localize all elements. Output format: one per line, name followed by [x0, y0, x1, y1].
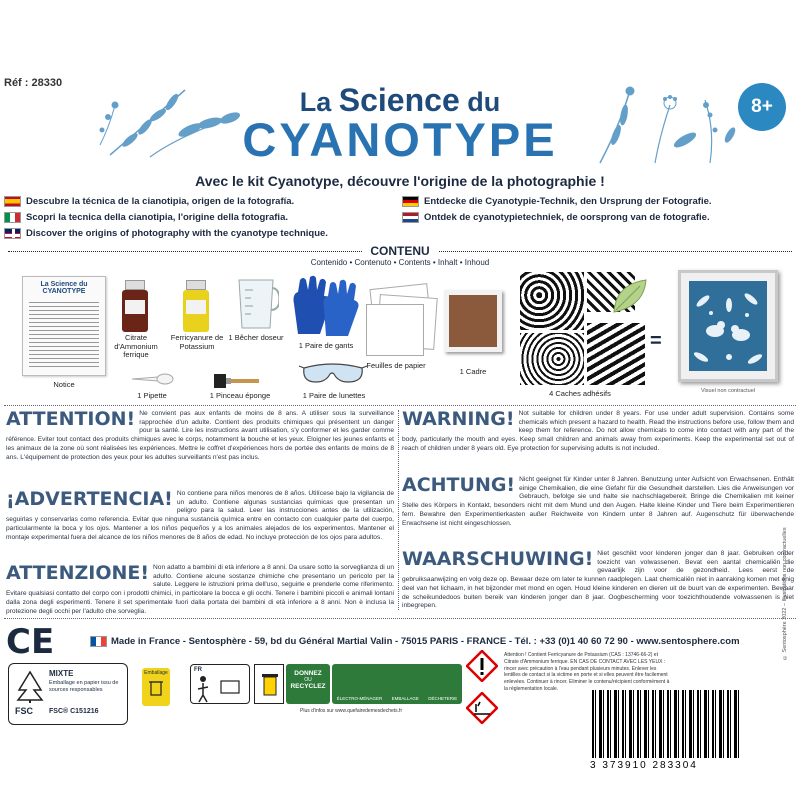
lang-de: [402, 196, 712, 207]
emballage-recycling-logo: [142, 668, 170, 706]
emballage-label: Emballage: [144, 670, 168, 676]
triman-people-icon: [195, 675, 247, 703]
triman-cat-decheterie: DÉCHETERIE: [428, 696, 458, 701]
warning-de-text: Nicht geeignet für Kinder unter 8 Jahren. Benutzung unter Aufsicht von Erwachsenen. Enthält einige Chemikalien, die eine Gefahr für die Gesundheit darstellen. Lies die Anweisungen vor Gebrauch, befolge sie und halte sie nachschlagebereit. Bringe die Chemikalien mit keiner Stelle des Körpers in Kontakt, besonders nicht mit dem Mund und den Augen. Halte kleine Kinder und Tiere beim Experimentieren fern. Bewahre den Experimentierkasten außer Reichweite von Kindern unter 8 Jahren auf. Augenschutz für überwachende Erwachsene ist nicht eingeschlossen.: [402, 476, 794, 527]
frame-label: 1 Cadre: [459, 367, 487, 376]
triman-country: FR: [194, 667, 202, 673]
ou-label: OU: [304, 677, 312, 683]
ferricyanure-bottle: [183, 280, 209, 332]
fsc-code: FSC® C151216: [49, 708, 99, 715]
made-in-france: [90, 636, 740, 647]
france-flag-icon: [90, 636, 107, 647]
title-main: CYANOTYPE: [242, 113, 558, 166]
citrate-bottle: [122, 280, 148, 332]
stencil-4: [587, 323, 645, 385]
gloves-label: 1 Paire de gants: [298, 341, 354, 350]
spain-flag-icon: [4, 196, 21, 207]
recycle-bin-icon: [142, 676, 170, 700]
pipette-label: 1 Pipette: [137, 391, 167, 400]
notice-text-lines: [29, 299, 99, 369]
subtitle: Avec le kit Cyanotype, découvre l'origine de la photographie !: [195, 173, 605, 189]
stencil-3: [520, 333, 584, 385]
triman-url: Plus d'infos sur www.quefairedemesdechets.fr: [300, 708, 403, 714]
recyclez-label: RECYCLEZ: [290, 683, 326, 690]
warnings-column-divider: [398, 410, 399, 610]
barcode-number: 3 373910 283304: [590, 760, 698, 771]
paper-sheet-3: [366, 304, 424, 356]
equals-sign: =: [650, 330, 662, 352]
italy-flag-icon: [4, 212, 21, 223]
leaf-icon: [610, 276, 650, 316]
triman-categories: [332, 664, 462, 704]
warning-fr: [6, 410, 394, 462]
donnez-label: DONNEZ: [294, 670, 322, 677]
fsc-logo: [8, 663, 128, 725]
warning-en: [402, 410, 794, 454]
warning-it: [6, 564, 394, 616]
made-in-text: Made in France - Sentosphère - 59, bd du Général Martial Valin - 75015 PARIS - FRANCE - Tél. : +33 (0)1 40 60 72 90 - www.sentosphere.com: [111, 636, 740, 648]
visual-disclaimer: Visuel non contractuel: [700, 388, 756, 394]
triman-logo: [190, 664, 250, 704]
brush-label: 1 Pinceau éponge: [209, 391, 271, 400]
warning-it-head: ATTENZIONE!: [6, 562, 150, 584]
citrate-label: Citrate d'Ammonium ferrique: [114, 333, 158, 360]
netherlands-flag-icon: [402, 212, 419, 223]
fsc-desc: Emballage en papier issu de sources responsables: [49, 680, 119, 693]
lang-nl: [402, 212, 710, 223]
warnings-bottom-divider: [4, 618, 796, 619]
ferricyanure-label: Ferricyanure de Potassium: [170, 333, 224, 351]
lang-es-text: Descubre la técnica de la cianotipia, origen de la fotografía.: [26, 196, 295, 207]
lang-en: [4, 228, 328, 239]
contents-title: CONTENU: [0, 242, 800, 260]
hazard-exclamation-icon: [466, 650, 498, 682]
lang-es: [4, 196, 294, 207]
triman-cat-electro: ÉLECTRO-MÉNAGER: [336, 696, 383, 701]
germany-flag-icon: [402, 196, 419, 207]
bin-icon: [255, 665, 285, 705]
hazard-statement: Attention ! Contient Ferricyanure de Potassium (CAS : 13746-66-2) et Citrate d'Ammonium ferrique. EN CAS DE CONTACT AVEC LES YEUX : rincer avec précaution à l'eau pendant plusieurs minutes. Enlever les lentilles de contact si la victime en porte et si elles peuvent être facilement enlevées. Continuer à rincer. Eliminer le contenu/récipient conformément à la réglementation locale.: [504, 652, 670, 692]
cyanotype-result-frame: [678, 270, 778, 382]
beaker-label: 1 Bêcher doseur: [228, 333, 284, 342]
lang-nl-text: Ontdek de cyanotypietechniek, de oorsprong van de fotografie.: [424, 212, 710, 223]
sponge-brush: [212, 364, 262, 394]
lang-en-text: Discover the origins of photography with the cyanotype technique.: [26, 228, 328, 239]
warning-es-head: ¡ADVERTENCIA!: [6, 488, 173, 510]
glasses-label: 1 Paire de lunettes: [302, 391, 366, 400]
frame: [444, 290, 502, 352]
warning-es: [6, 490, 394, 542]
lang-de-text: Entdecke die Cyanotypie-Technik, den Ursprung der Fotografie.: [424, 196, 712, 207]
warning-nl-head: WAARSCHUWING!: [402, 548, 594, 570]
warning-de-head: ACHTUNG!: [402, 474, 516, 496]
warning-es-text: No contiene para niños menores de 8 años. Utilícese bajo la vigilancia de un adulto. Contiene algunas sustancias químicas que presentan un peligro para la salud. Leer las instrucciones antes de la utilización, seguirlas y conservarlas como referencia. Evitar que ninguna sustancia química entre en contacto con cualquier parte del cuerpo, particularmente la boca y los ojos. Mantener a los niños pequeños y a los animales alejados de los experimentos. Mantener el montaje experimental fuera del alcance de los niños menores de 8 años de edad. No incluye protección de los ojos para adultos.: [6, 490, 394, 541]
ce-mark: CE: [6, 622, 55, 662]
reference-number: Réf : 28330: [4, 77, 63, 89]
bin-icon-box: [254, 664, 284, 704]
notice-label: Notice: [53, 380, 75, 389]
fsc-mixte: MIXTE: [49, 669, 74, 678]
donnez-recyclez-badge: [286, 664, 330, 704]
notice-booklet-title: La Science du CYANOTYPE: [40, 281, 88, 295]
stencils-label: 4 Caches adhésifs: [549, 389, 611, 398]
warning-nl: [402, 550, 794, 611]
warning-fr-head: ATTENTION!: [6, 408, 136, 430]
warning-en-head: WARNING!: [402, 408, 515, 430]
warning-it-text: Non adatto a bambini di età inferiore a 8 anni. Da usare sotto la sorveglianza di un adulto. Contiene alcune sostanze chimiche che presentano un pericolo per la salute. Leggere le istruzioni prima dell'uso, seguirle e prenderle come riferimento. Evitare qualsiasi contatto del corpo con i prodotti chimici, in particolare la bocca e gli occhi. Tenere i bambini piccoli e animali lontani dalla zona degli esperimenti. Tenere il set sperimentale fuori dalla portata dei bambini di età inferiore a 8 anni. Non è inclusa la protezione degli occhi per l'adulto che sorveglia.: [6, 564, 394, 615]
hazard-environment-icon: [466, 692, 498, 724]
warning-fr-text: Ne convient pas aux enfants de moins de 8 ans. A utiliser sous la surveillance rapprochée d'un adulte. Contient des produits chimiques qui présentent un danger pour la santé. Lire les instructions avant utilisation, s'y conformer et les garder comme référence. Eviter tout contact des produits chimiques avec le corps, notamment la bouche et les yeux. Eloigner les jeunes enfants et les animaux de la zone où sont réalisées les expériences. Mettre le coffret d'expériences hors de portée des enfants de moins de 8 ans. L'équipement de protection des yeux pour les adultes surveillants n'est pas inclus.: [6, 410, 394, 461]
notice-booklet: [22, 276, 106, 376]
fsc-tree-icon: [15, 670, 45, 704]
cyanotype-artwork: [689, 281, 767, 371]
title-science: Science: [338, 82, 460, 118]
measuring-beaker: [233, 276, 279, 332]
warnings-top-divider: [4, 405, 796, 406]
warning-de: [402, 476, 794, 528]
side-copyright: © Sentosphère 2022 – Illustrations non contractuelles: [782, 527, 788, 660]
stencil-1: [520, 272, 584, 330]
safety-glasses: [298, 358, 368, 388]
gloves: [290, 274, 360, 338]
age-badge: 8+: [738, 83, 786, 131]
triman-cat-emballage: EMBALLAGE: [391, 696, 419, 701]
title-prefix: La: [299, 87, 332, 117]
title-du: du: [467, 87, 501, 117]
lang-it-text: Scopri la tecnica della cianotipia, l'origine della fotografia.: [26, 212, 288, 223]
warning-en-text: Not suitable for children under 8 years. For use under adult supervision. Contains some chemicals which present a hazard to health. Read the instructions before use, follow them and keep them for reference. Do not allow chemicals to come into contact with any part of the body, particularly the mouth and eyes. Keep small children and animals away from experiments. Keep the experimental set out of reach of children under 8 years old. Eye protection for supervising adults is not included.: [402, 410, 794, 452]
barcode: [592, 690, 742, 758]
fsc-brand: FSC: [15, 706, 33, 716]
pipette: [130, 370, 174, 388]
contents-subtitle: Contenido • Contenuto • Contents • Inhalt • Inhoud: [310, 258, 490, 267]
lang-it: [4, 212, 288, 223]
uk-flag-icon: [4, 228, 21, 239]
paper-label: Feuilles de papier: [366, 361, 426, 370]
warning-nl-text: Niet geschikt voor kinderen jonger dan 8 jaar. Gebruiken onder toezicht van volwassenen. Bevat een aantal chemicaliën die gevaarlijk zijn voor de gezondheid. Lees eerst de gebruiksaanwijzing en volg deze op. Bewaar deze om later te kunnen raadplegen. Laat chemicaliën niet in aanraking komen met enig deel van het lichaam, in het bijzonder met mond en ogen. Houd kleine kinderen en dieren uit de buurt van de experimenten. Bewaar de scheikundedoos buiten bereik van kinderen jonger dan 8 jaar. Oogbescherming voor toezichthoudende volwassenen is niet inbegrepen.: [402, 550, 794, 610]
